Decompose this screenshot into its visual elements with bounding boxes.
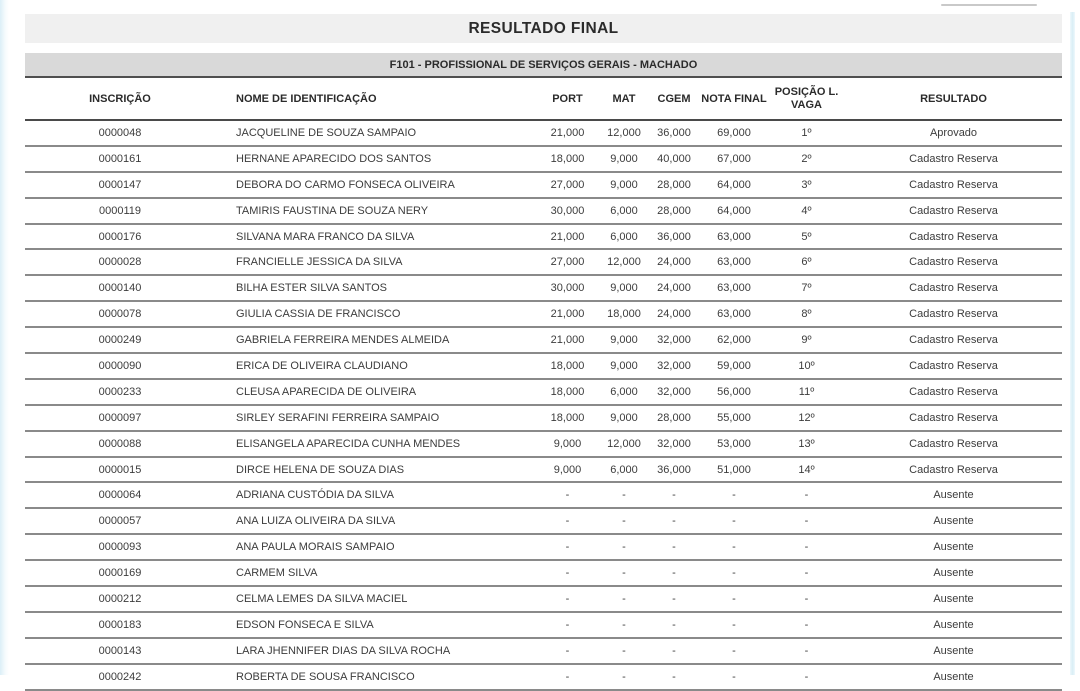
cell-posicao-l-vaga: -	[768, 586, 845, 612]
page-title-band	[25, 14, 1062, 43]
cell-inscricao: 0000176	[25, 224, 215, 250]
cell-nome: ROBERTA DE SOUSA FRANCISCO	[215, 664, 535, 690]
cell-mat: 12,000	[600, 120, 648, 146]
cell-resultado: Ausente	[845, 638, 1062, 664]
table-row	[25, 224, 1062, 250]
cell-inscricao: 0000015	[25, 457, 215, 483]
table-row	[25, 638, 1062, 664]
cell-inscricao: 0000169	[25, 560, 215, 586]
cell-cgem: -	[648, 586, 700, 612]
cell-nota-final: 67,000	[700, 146, 768, 172]
cell-mat: 6,000	[600, 457, 648, 483]
section-title: F101 - PROFISSIONAL DE SERVIÇOS GERAIS - MACHADO	[389, 58, 698, 71]
cell-mat: -	[600, 482, 648, 508]
cell-posicao-l-vaga: 5º	[768, 224, 845, 250]
table-row	[25, 172, 1062, 198]
column-header-mat: MAT	[600, 79, 648, 120]
cell-inscricao: 0000119	[25, 198, 215, 224]
cell-mat: 6,000	[600, 198, 648, 224]
cell-cgem: -	[648, 534, 700, 560]
cell-port: 30,000	[535, 198, 600, 224]
cell-posicao-l-vaga: -	[768, 664, 845, 690]
table-row	[25, 431, 1062, 457]
cell-resultado: Cadastro Reserva	[845, 327, 1062, 353]
cell-port: -	[535, 664, 600, 690]
cell-mat: -	[600, 664, 648, 690]
cell-resultado: Ausente	[845, 482, 1062, 508]
cell-port: 18,000	[535, 405, 600, 431]
table-row	[25, 146, 1062, 172]
cell-resultado: Cadastro Reserva	[845, 172, 1062, 198]
cell-port: -	[535, 534, 600, 560]
cell-nome: LARA JHENNIFER DIAS DA SILVA ROCHA	[215, 638, 535, 664]
cell-resultado: Ausente	[845, 508, 1062, 534]
cell-nome: SIRLEY SERAFINI FERREIRA SAMPAIO	[215, 405, 535, 431]
page-title: RESULTADO FINAL	[468, 19, 619, 37]
table-row	[25, 275, 1062, 301]
cell-posicao-l-vaga: -	[768, 482, 845, 508]
cell-posicao-l-vaga: 14º	[768, 457, 845, 483]
table-header-row	[25, 79, 1062, 120]
cell-nome: BILHA ESTER SILVA SANTOS	[215, 275, 535, 301]
cell-cgem: 24,000	[648, 301, 700, 327]
cell-nome: EDSON FONSECA E SILVA	[215, 612, 535, 638]
cell-nome: CELMA LEMES DA SILVA MACIEL	[215, 586, 535, 612]
cell-posicao-l-vaga: 7º	[768, 275, 845, 301]
cell-nome: DIRCE HELENA DE SOUZA DIAS	[215, 457, 535, 483]
cell-cgem: 32,000	[648, 379, 700, 405]
cell-cgem: 24,000	[648, 275, 700, 301]
cell-inscricao: 0000048	[25, 120, 215, 146]
cell-mat: 12,000	[600, 431, 648, 457]
table-row	[25, 249, 1062, 275]
column-header-resultado: RESULTADO	[845, 79, 1062, 120]
cell-resultado: Cadastro Reserva	[845, 198, 1062, 224]
cell-resultado: Ausente	[845, 534, 1062, 560]
cell-nota-final: -	[700, 560, 768, 586]
cell-posicao-l-vaga: 4º	[768, 198, 845, 224]
cell-posicao-l-vaga: 2º	[768, 146, 845, 172]
cell-inscricao: 0000161	[25, 146, 215, 172]
cell-inscricao: 0000028	[25, 249, 215, 275]
cell-cgem: 36,000	[648, 120, 700, 146]
cell-port: 30,000	[535, 275, 600, 301]
table-row	[25, 379, 1062, 405]
cell-cgem: 28,000	[648, 172, 700, 198]
cell-inscricao: 0000088	[25, 431, 215, 457]
cell-resultado: Ausente	[845, 586, 1062, 612]
cell-inscricao: 0000093	[25, 534, 215, 560]
cell-resultado: Cadastro Reserva	[845, 457, 1062, 483]
section-title-band	[25, 53, 1062, 78]
cell-port: -	[535, 638, 600, 664]
table-row	[25, 586, 1062, 612]
cell-posicao-l-vaga: -	[768, 534, 845, 560]
cell-nota-final: 64,000	[700, 172, 768, 198]
cell-nome: TAMIRIS FAUSTINA DE SOUZA NERY	[215, 198, 535, 224]
cell-mat: 18,000	[600, 301, 648, 327]
cell-mat: -	[600, 586, 648, 612]
cell-posicao-l-vaga: 9º	[768, 327, 845, 353]
cell-posicao-l-vaga: 13º	[768, 431, 845, 457]
cell-cgem: -	[648, 638, 700, 664]
cell-mat: 9,000	[600, 146, 648, 172]
column-header-inscricao: INSCRIÇÃO	[25, 79, 215, 120]
cell-port: -	[535, 612, 600, 638]
table-row	[25, 482, 1062, 508]
cell-nome: ADRIANA CUSTÓDIA DA SILVA	[215, 482, 535, 508]
cell-port: 18,000	[535, 146, 600, 172]
cell-inscricao: 0000140	[25, 275, 215, 301]
cell-mat: -	[600, 560, 648, 586]
cell-cgem: -	[648, 664, 700, 690]
cell-nota-final: -	[700, 638, 768, 664]
cell-resultado: Cadastro Reserva	[845, 301, 1062, 327]
cell-port: 27,000	[535, 249, 600, 275]
cell-port: 21,000	[535, 301, 600, 327]
cell-posicao-l-vaga: 6º	[768, 249, 845, 275]
cell-resultado: Cadastro Reserva	[845, 353, 1062, 379]
cell-cgem: 36,000	[648, 457, 700, 483]
cell-port: 18,000	[535, 379, 600, 405]
cell-resultado: Cadastro Reserva	[845, 405, 1062, 431]
cell-cgem: 40,000	[648, 146, 700, 172]
cell-port: -	[535, 508, 600, 534]
cell-posicao-l-vaga: 11º	[768, 379, 845, 405]
cell-posicao-l-vaga: 1º	[768, 120, 845, 146]
cell-mat: 9,000	[600, 405, 648, 431]
cell-posicao-l-vaga: 12º	[768, 405, 845, 431]
table-row	[25, 664, 1062, 690]
cell-nota-final: -	[700, 508, 768, 534]
table-row	[25, 301, 1062, 327]
table-row	[25, 405, 1062, 431]
cell-nota-final: 69,000	[700, 120, 768, 146]
cell-mat: -	[600, 638, 648, 664]
table-row	[25, 612, 1062, 638]
cell-port: 21,000	[535, 224, 600, 250]
cell-cgem: -	[648, 482, 700, 508]
cell-port: 21,000	[535, 327, 600, 353]
results-table	[25, 79, 1062, 691]
cell-resultado: Ausente	[845, 612, 1062, 638]
cell-nome: ERICA DE OLIVEIRA CLAUDIANO	[215, 353, 535, 379]
table-row	[25, 457, 1062, 483]
cell-nome: ANA LUIZA OLIVEIRA DA SILVA	[215, 508, 535, 534]
cell-inscricao: 0000064	[25, 482, 215, 508]
cell-port: 27,000	[535, 172, 600, 198]
cell-mat: -	[600, 612, 648, 638]
cell-nome: SILVANA MARA FRANCO DA SILVA	[215, 224, 535, 250]
cell-nota-final: 51,000	[700, 457, 768, 483]
cell-nota-final: 63,000	[700, 301, 768, 327]
cell-mat: 6,000	[600, 224, 648, 250]
cell-nota-final: 56,000	[700, 379, 768, 405]
cell-nota-final: 63,000	[700, 249, 768, 275]
cell-nome: FRANCIELLE JESSICA DA SILVA	[215, 249, 535, 275]
cell-cgem: 36,000	[648, 224, 700, 250]
cell-posicao-l-vaga: 3º	[768, 172, 845, 198]
cell-mat: 9,000	[600, 327, 648, 353]
cropped-toolbar-edge	[941, 4, 1037, 6]
cell-cgem: 24,000	[648, 249, 700, 275]
cell-inscricao: 0000143	[25, 638, 215, 664]
cell-cgem: 32,000	[648, 353, 700, 379]
cell-port: -	[535, 560, 600, 586]
cell-resultado: Ausente	[845, 560, 1062, 586]
cell-port: 9,000	[535, 457, 600, 483]
cell-nome: CLEUSA APARECIDA DE OLIVEIRA	[215, 379, 535, 405]
cell-inscricao: 0000090	[25, 353, 215, 379]
column-header-cgem: CGEM	[648, 79, 700, 120]
cell-mat: 6,000	[600, 379, 648, 405]
cell-cgem: -	[648, 508, 700, 534]
cell-cgem: 28,000	[648, 405, 700, 431]
cell-resultado: Ausente	[845, 664, 1062, 690]
cell-mat: -	[600, 534, 648, 560]
table-row	[25, 120, 1062, 146]
cell-mat: 9,000	[600, 353, 648, 379]
cell-inscricao: 0000183	[25, 612, 215, 638]
cell-resultado: Cadastro Reserva	[845, 224, 1062, 250]
cell-mat: 9,000	[600, 172, 648, 198]
table-row	[25, 534, 1062, 560]
column-header-posicao-l-vaga: POSIÇÃO L. VAGA	[768, 79, 845, 120]
cell-port: 21,000	[535, 120, 600, 146]
cell-nota-final: 63,000	[700, 224, 768, 250]
cell-nota-final: 55,000	[700, 405, 768, 431]
cell-cgem: 32,000	[648, 431, 700, 457]
cell-nota-final: 53,000	[700, 431, 768, 457]
cell-nota-final: -	[700, 586, 768, 612]
cell-nota-final: 59,000	[700, 353, 768, 379]
column-header-nota-final: NOTA FINAL	[700, 79, 768, 120]
cell-port: 9,000	[535, 431, 600, 457]
cell-nome: HERNANE APARECIDO DOS SANTOS	[215, 146, 535, 172]
cell-nota-final: 64,000	[700, 198, 768, 224]
cell-inscricao: 0000147	[25, 172, 215, 198]
cell-nota-final: -	[700, 664, 768, 690]
cell-resultado: Cadastro Reserva	[845, 379, 1062, 405]
cell-nota-final: -	[700, 534, 768, 560]
cell-nome: DEBORA DO CARMO FONSECA OLIVEIRA	[215, 172, 535, 198]
table-row	[25, 560, 1062, 586]
cell-inscricao: 0000057	[25, 508, 215, 534]
cell-nome: GABRIELA FERREIRA MENDES ALMEIDA	[215, 327, 535, 353]
cell-posicao-l-vaga: 8º	[768, 301, 845, 327]
cell-nome: GIULIA CASSIA DE FRANCISCO	[215, 301, 535, 327]
cell-cgem: 32,000	[648, 327, 700, 353]
cell-inscricao: 0000233	[25, 379, 215, 405]
cell-nome: CARMEM SILVA	[215, 560, 535, 586]
page-left-margin	[0, 0, 9, 675]
table-row	[25, 198, 1062, 224]
cell-nota-final: -	[700, 612, 768, 638]
cell-cgem: -	[648, 612, 700, 638]
cell-resultado: Cadastro Reserva	[845, 431, 1062, 457]
cell-nota-final: 63,000	[700, 275, 768, 301]
cell-resultado: Cadastro Reserva	[845, 249, 1062, 275]
page-right-margin	[1070, 12, 1075, 675]
cell-posicao-l-vaga: -	[768, 638, 845, 664]
cell-inscricao: 0000242	[25, 664, 215, 690]
cell-mat: -	[600, 508, 648, 534]
cell-nome: ELISANGELA APARECIDA CUNHA MENDES	[215, 431, 535, 457]
cell-inscricao: 0000078	[25, 301, 215, 327]
cell-posicao-l-vaga: -	[768, 560, 845, 586]
cell-port: -	[535, 482, 600, 508]
cell-nome: ANA PAULA MORAIS SAMPAIO	[215, 534, 535, 560]
cell-cgem: -	[648, 560, 700, 586]
table-row	[25, 327, 1062, 353]
column-header-nome: NOME DE IDENTIFICAÇÃO	[215, 79, 535, 120]
column-header-port: PORT	[535, 79, 600, 120]
cell-mat: 12,000	[600, 249, 648, 275]
cell-port: -	[535, 586, 600, 612]
cell-posicao-l-vaga: 10º	[768, 353, 845, 379]
cell-inscricao: 0000212	[25, 586, 215, 612]
cell-nome: JACQUELINE DE SOUZA SAMPAIO	[215, 120, 535, 146]
cell-nota-final: -	[700, 482, 768, 508]
cell-inscricao: 0000097	[25, 405, 215, 431]
cell-port: 18,000	[535, 353, 600, 379]
table-row	[25, 353, 1062, 379]
results-tbody	[25, 120, 1062, 690]
cell-nota-final: 62,000	[700, 327, 768, 353]
cell-resultado: Cadastro Reserva	[845, 146, 1062, 172]
cell-posicao-l-vaga: -	[768, 508, 845, 534]
table-row	[25, 508, 1062, 534]
cell-resultado: Cadastro Reserva	[845, 275, 1062, 301]
cell-mat: 9,000	[600, 275, 648, 301]
cell-cgem: 28,000	[648, 198, 700, 224]
cell-posicao-l-vaga: -	[768, 612, 845, 638]
cell-inscricao: 0000249	[25, 327, 215, 353]
cell-resultado: Aprovado	[845, 120, 1062, 146]
